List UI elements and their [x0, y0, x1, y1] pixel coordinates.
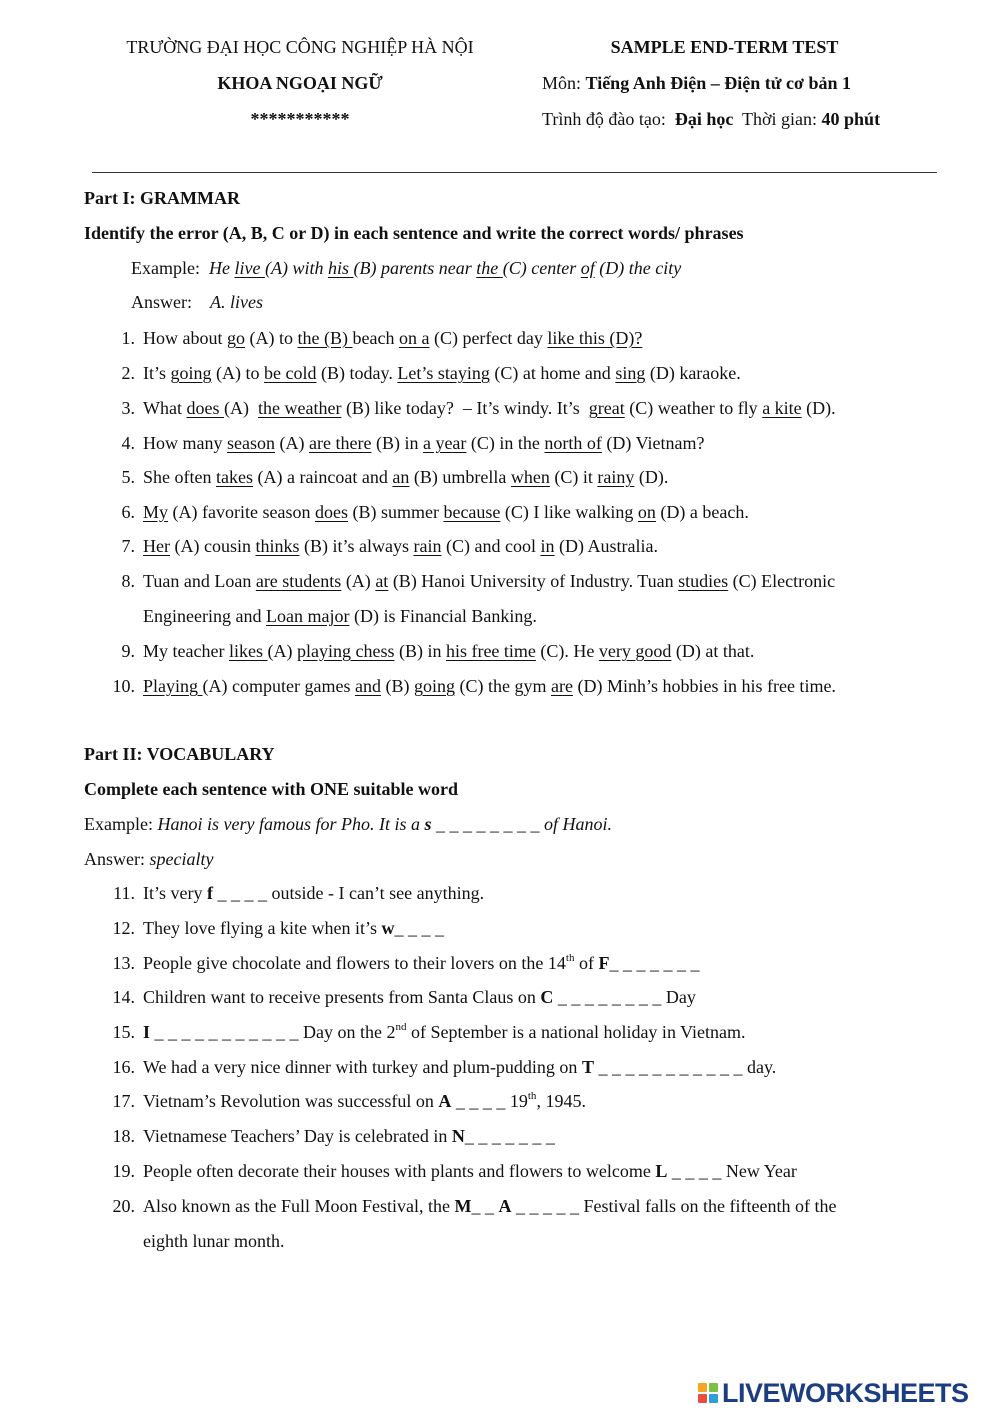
sentence-text: (C) perfect day	[429, 328, 548, 348]
underlined-option: his	[327, 258, 354, 278]
item-number: 7.	[121, 536, 135, 556]
underlined-option: Playing	[143, 676, 203, 696]
part1-answer	[131, 290, 263, 316]
watermark-text: LIVEWORKSHEETS	[722, 1377, 969, 1408]
sentence-text: (B) in	[371, 433, 423, 453]
grammar-item-1	[105, 326, 642, 352]
sentence-text: (D) the city	[594, 258, 682, 278]
time-label: Thời gian:	[733, 109, 822, 129]
hint-letter: L	[655, 1161, 668, 1181]
sentence-text: of	[574, 953, 599, 973]
ordinal-suffix: th	[527, 1090, 537, 1102]
logo-tile	[709, 1394, 718, 1403]
item-number: 15.	[112, 1022, 135, 1042]
example-letter: s	[424, 814, 432, 834]
sentence-text: (A)	[267, 641, 297, 661]
vocabulary-item-13	[105, 951, 699, 977]
sentence-text: (A) to	[211, 363, 265, 383]
grammar-item-8-continued	[143, 604, 537, 630]
sentence-text: (C) I like walking	[500, 502, 638, 522]
underlined-option: when	[510, 467, 550, 487]
sentence-text: (A) with	[264, 258, 328, 278]
sentence-text: (B)	[380, 676, 414, 696]
sentence-text: _ _ _ _ outside - I can’t see anything.	[212, 883, 485, 903]
level-time-line	[542, 108, 962, 144]
test-info-header	[542, 36, 962, 144]
sentence-text: _ _ _ _ _ _ _ _ _ _ _ Day on the 2	[150, 1022, 396, 1042]
hint-letter: f	[206, 883, 213, 903]
sentence-text: Also known as the Full Moon Festival, the	[143, 1196, 455, 1216]
sentence-text: _ _ _ _ 19	[451, 1091, 528, 1111]
part1-instruction: Identify the error (A, B, C or D) in each sentence and write the correct words/ phrases	[84, 223, 744, 243]
sentence-text: (D) a beach.	[655, 502, 749, 522]
underlined-option: are students	[255, 571, 342, 591]
underlined-option: rain	[413, 536, 442, 556]
underlined-option: and	[354, 676, 381, 696]
item-number: 11.	[113, 883, 135, 903]
sentence-text: _ _ _ _	[394, 918, 444, 938]
sentence-text: (B) umbrella	[409, 467, 511, 487]
sentence-text: (B) Hanoi University of Industry. Tuan	[388, 571, 679, 591]
sentence-text: , 1945.	[536, 1091, 586, 1111]
sentence-text: They love flying a kite when it’s	[143, 918, 382, 938]
sentence-text: (B) parents near	[353, 258, 477, 278]
sentence-text: (C). He	[535, 641, 599, 661]
underlined-option: like this (D)?	[547, 328, 643, 348]
sentence-text: (B) it’s always	[299, 536, 414, 556]
underlined-option: go	[227, 328, 245, 348]
example-text: Hanoi is very famous for Pho. It is a	[157, 814, 425, 834]
item-number: 9.	[121, 641, 135, 661]
hint-letter: N	[451, 1126, 465, 1146]
sentence-text: (C) in the	[466, 433, 545, 453]
underlined-option: because	[443, 502, 501, 522]
hint-letter: A	[438, 1091, 452, 1111]
part2-answer	[84, 847, 213, 873]
underlined-option: thinks	[255, 536, 300, 556]
sentence-text: My teacher	[143, 641, 229, 661]
sentence-text: (C) at home and	[489, 363, 616, 383]
test-title: SAMPLE END-TERM TEST	[610, 37, 839, 57]
sentence-text: (A)	[275, 433, 309, 453]
sentence-text: What	[143, 398, 187, 418]
answer-value: specialty	[149, 849, 214, 869]
subject-line	[542, 72, 962, 108]
underlined-option: Loan major	[265, 606, 350, 626]
hint-letter: w	[381, 918, 395, 938]
underlined-option: a year	[422, 433, 467, 453]
underlined-option: are	[550, 676, 573, 696]
vocabulary-item-14	[105, 985, 696, 1011]
answer-label: Answer:	[131, 292, 210, 312]
sentence-text: _ _ _ _ _ _ _ _ Day	[553, 987, 696, 1007]
item-number: 16.	[112, 1057, 135, 1077]
underlined-option: at	[375, 571, 389, 591]
underlined-option: of	[580, 258, 595, 278]
sentence-text: She often	[143, 467, 216, 487]
grammar-item-6	[105, 500, 749, 526]
underlined-option: takes	[215, 467, 253, 487]
sentence-text: (C) it	[549, 467, 598, 487]
underlined-option: are there	[309, 433, 372, 453]
subject-label: Môn:	[542, 73, 586, 93]
underlined-option: season	[227, 433, 275, 453]
hint-letter: F	[598, 953, 610, 973]
sentence-text: Tuan and Loan	[143, 571, 256, 591]
sentence-text: (D).	[801, 398, 836, 418]
level-label: Trình độ đào tạo:	[542, 109, 675, 129]
sentence-text: (B) like today? – It’s windy. It’s	[341, 398, 589, 418]
underlined-option: playing chess	[296, 641, 395, 661]
underlined-option: north of	[544, 433, 602, 453]
sentence-text: Children want to receive presents from Santa Claus on	[143, 987, 541, 1007]
liveworksheets-logo-icon	[698, 1383, 718, 1403]
sentence-text: People give chocolate and flowers to their lovers on the 14	[143, 953, 566, 973]
time-value: 40 phút	[821, 109, 881, 129]
sentence-text: _ _ _ _ _ Festival falls on the fifteenth of the	[511, 1196, 837, 1216]
vocabulary-item-20	[105, 1194, 836, 1220]
underlined-option: live	[234, 258, 265, 278]
item-number: 17.	[112, 1091, 135, 1111]
grammar-item-9	[105, 639, 754, 665]
grammar-item-5	[105, 465, 668, 491]
sentence-text: (D).	[634, 467, 669, 487]
underlined-option: very good	[598, 641, 672, 661]
underlined-option: does	[186, 398, 224, 418]
item-number: 18.	[112, 1126, 135, 1146]
underlined-option: going	[170, 363, 212, 383]
sentence-text: He	[208, 258, 235, 278]
institution-header	[80, 36, 520, 144]
vocabulary-item-19	[105, 1159, 797, 1185]
sentence-text: (C) the gym	[454, 676, 551, 696]
part2-title: Part II: VOCABULARY	[84, 744, 275, 764]
sentence-text: (B) today.	[316, 363, 398, 383]
underlined-option: an	[392, 467, 410, 487]
vocabulary-item-18	[105, 1124, 555, 1150]
underlined-option: My	[143, 502, 169, 522]
hint-letter: C	[540, 987, 554, 1007]
item-number: 14.	[112, 987, 135, 1007]
sentence-text: (D) Minh’s hobbies in his free time.	[572, 676, 836, 696]
level-value: Đại học	[674, 109, 734, 129]
hint-letter: T	[581, 1057, 594, 1077]
sentence-text: (A) cousin	[169, 536, 256, 556]
sentence-text: How about	[143, 328, 227, 348]
grammar-item-2	[105, 361, 741, 387]
answer-value: A. lives	[210, 292, 263, 312]
underlined-option: the	[476, 258, 503, 278]
logo-tile	[709, 1383, 718, 1392]
sentence-text: (A) a raincoat and	[252, 467, 393, 487]
sentence-text: beach	[352, 328, 399, 348]
sentence-text: (D) karaoke.	[645, 363, 741, 383]
item-number: 20.	[112, 1196, 135, 1216]
underlined-option: studies	[678, 571, 729, 591]
ordinal-suffix: th	[565, 952, 575, 964]
underlined-option: his free time	[445, 641, 536, 661]
example-end: of Hanoi.	[544, 814, 613, 834]
part1-example	[131, 256, 681, 282]
grammar-item-8	[105, 569, 835, 595]
vocabulary-item-12	[105, 916, 444, 942]
vocabulary-item-11	[105, 881, 484, 907]
sentence-text: (A) to	[245, 328, 298, 348]
sentence-text: Engineering and	[143, 606, 266, 626]
sentence-text: _ _ _ _ _ _ _	[609, 953, 700, 973]
underlined-option: great	[588, 398, 625, 418]
answer-label: Answer:	[84, 849, 150, 869]
sentence-text: It’s	[143, 363, 171, 383]
sentence-text: _ _ _ _ _ _ _ _ _ _ _ day.	[593, 1057, 777, 1077]
sentence-text: (D) at that.	[671, 641, 755, 661]
sentence-text: (C) Electronic	[728, 571, 836, 591]
part2-example	[84, 812, 612, 838]
part1-title: Part I: GRAMMAR	[84, 188, 240, 208]
underlined-option: Her	[143, 536, 170, 556]
sentence-text: How many	[143, 433, 227, 453]
item-number: 10.	[112, 676, 135, 696]
underlined-option: on	[637, 502, 656, 522]
sentence-text: We had a very nice dinner with turkey and plum-pudding on	[143, 1057, 582, 1077]
subject-value: Tiếng Anh Điện – Điện tử cơ bản 1	[585, 73, 851, 93]
sentence-text: (B) summer	[347, 502, 444, 522]
sentence-text: (A) computer games	[202, 676, 355, 696]
vocabulary-item-16	[105, 1055, 776, 1081]
header-divider	[92, 172, 937, 173]
underlined-option: likes	[228, 641, 268, 661]
item-number: 19.	[112, 1161, 135, 1181]
sentence-text: of September is a national holiday in Vietnam.	[406, 1022, 746, 1042]
underlined-option: a kite	[762, 398, 802, 418]
example-label: Example:	[84, 814, 158, 834]
grammar-item-7	[105, 534, 658, 560]
example-blank: _ _ _ _ _ _ _ _	[431, 814, 544, 834]
logo-tile	[698, 1383, 707, 1392]
item-number: 3.	[121, 398, 135, 418]
sentence-text: (A)	[341, 571, 376, 591]
underlined-option: be cold	[264, 363, 317, 383]
item-number: 8.	[121, 571, 135, 591]
university-name: TRƯỜNG ĐẠI HỌC CÔNG NGHIỆP HÀ NỘI	[126, 37, 474, 57]
logo-tile	[698, 1394, 707, 1403]
underlined-option: the weather	[257, 398, 342, 418]
item-number: 2.	[121, 363, 135, 383]
faculty-name: KHOA NGOẠI NGỮ	[217, 73, 383, 93]
underlined-option: the (B)	[297, 328, 353, 348]
underlined-option: rainy	[597, 467, 635, 487]
underlined-option: sing	[615, 363, 646, 383]
sentence-text: Vietnam’s Revolution was successful on	[143, 1091, 439, 1111]
sentence-text: (C) and cool	[441, 536, 541, 556]
ordinal-suffix: nd	[395, 1021, 407, 1033]
underlined-option: going	[413, 676, 455, 696]
sentence-text: _ _ _ _ _ _ _	[464, 1126, 555, 1146]
sentence-text: _ _ _ _ New Year	[667, 1161, 797, 1181]
grammar-item-3	[105, 396, 836, 422]
sentence-text: (D) Australia.	[554, 536, 658, 556]
hint-letter: A	[498, 1196, 512, 1216]
sentence-text: (C) center	[502, 258, 581, 278]
vocabulary-item-17	[105, 1089, 586, 1115]
sentence-text: (D) Vietnam?	[601, 433, 705, 453]
sentence-text: _ _	[471, 1196, 499, 1216]
item-number: 6.	[121, 502, 135, 522]
item-number: 5.	[121, 467, 135, 487]
header-stars: ***********	[250, 109, 350, 129]
vocabulary-item-15	[105, 1020, 746, 1046]
sentence-text: (A) favorite season	[168, 502, 315, 522]
hint-letter: M	[454, 1196, 472, 1216]
sentence-text: Vietnamese Teachers’ Day is celebrated in	[143, 1126, 452, 1146]
grammar-item-10	[105, 674, 836, 700]
part2-instruction: Complete each sentence with ONE suitable word	[84, 779, 458, 799]
item-number: 12.	[112, 918, 135, 938]
sentence-text: It’s very	[143, 883, 207, 903]
underlined-option: in	[540, 536, 555, 556]
sentence-text: (D) is Financial Banking.	[349, 606, 537, 626]
item-number: 4.	[121, 433, 135, 453]
sentence-text: (C) weather to fly	[624, 398, 763, 418]
sentence-text: People often decorate their houses with plants and flowers to welcome	[143, 1161, 656, 1181]
liveworksheets-watermark	[698, 1376, 969, 1410]
vocabulary-item-20-continued: eighth lunar month.	[143, 1231, 285, 1251]
item-number: 1.	[121, 328, 135, 348]
grammar-item-4	[105, 431, 704, 457]
underlined-option: on a	[398, 328, 430, 348]
hint-letter: I	[143, 1022, 151, 1042]
underlined-option: Let’s staying	[397, 363, 490, 383]
sentence-text: (A)	[223, 398, 258, 418]
underlined-option: does	[314, 502, 348, 522]
item-number: 13.	[112, 953, 135, 973]
example-label: Example:	[131, 258, 209, 278]
sentence-text: (B) in	[394, 641, 446, 661]
